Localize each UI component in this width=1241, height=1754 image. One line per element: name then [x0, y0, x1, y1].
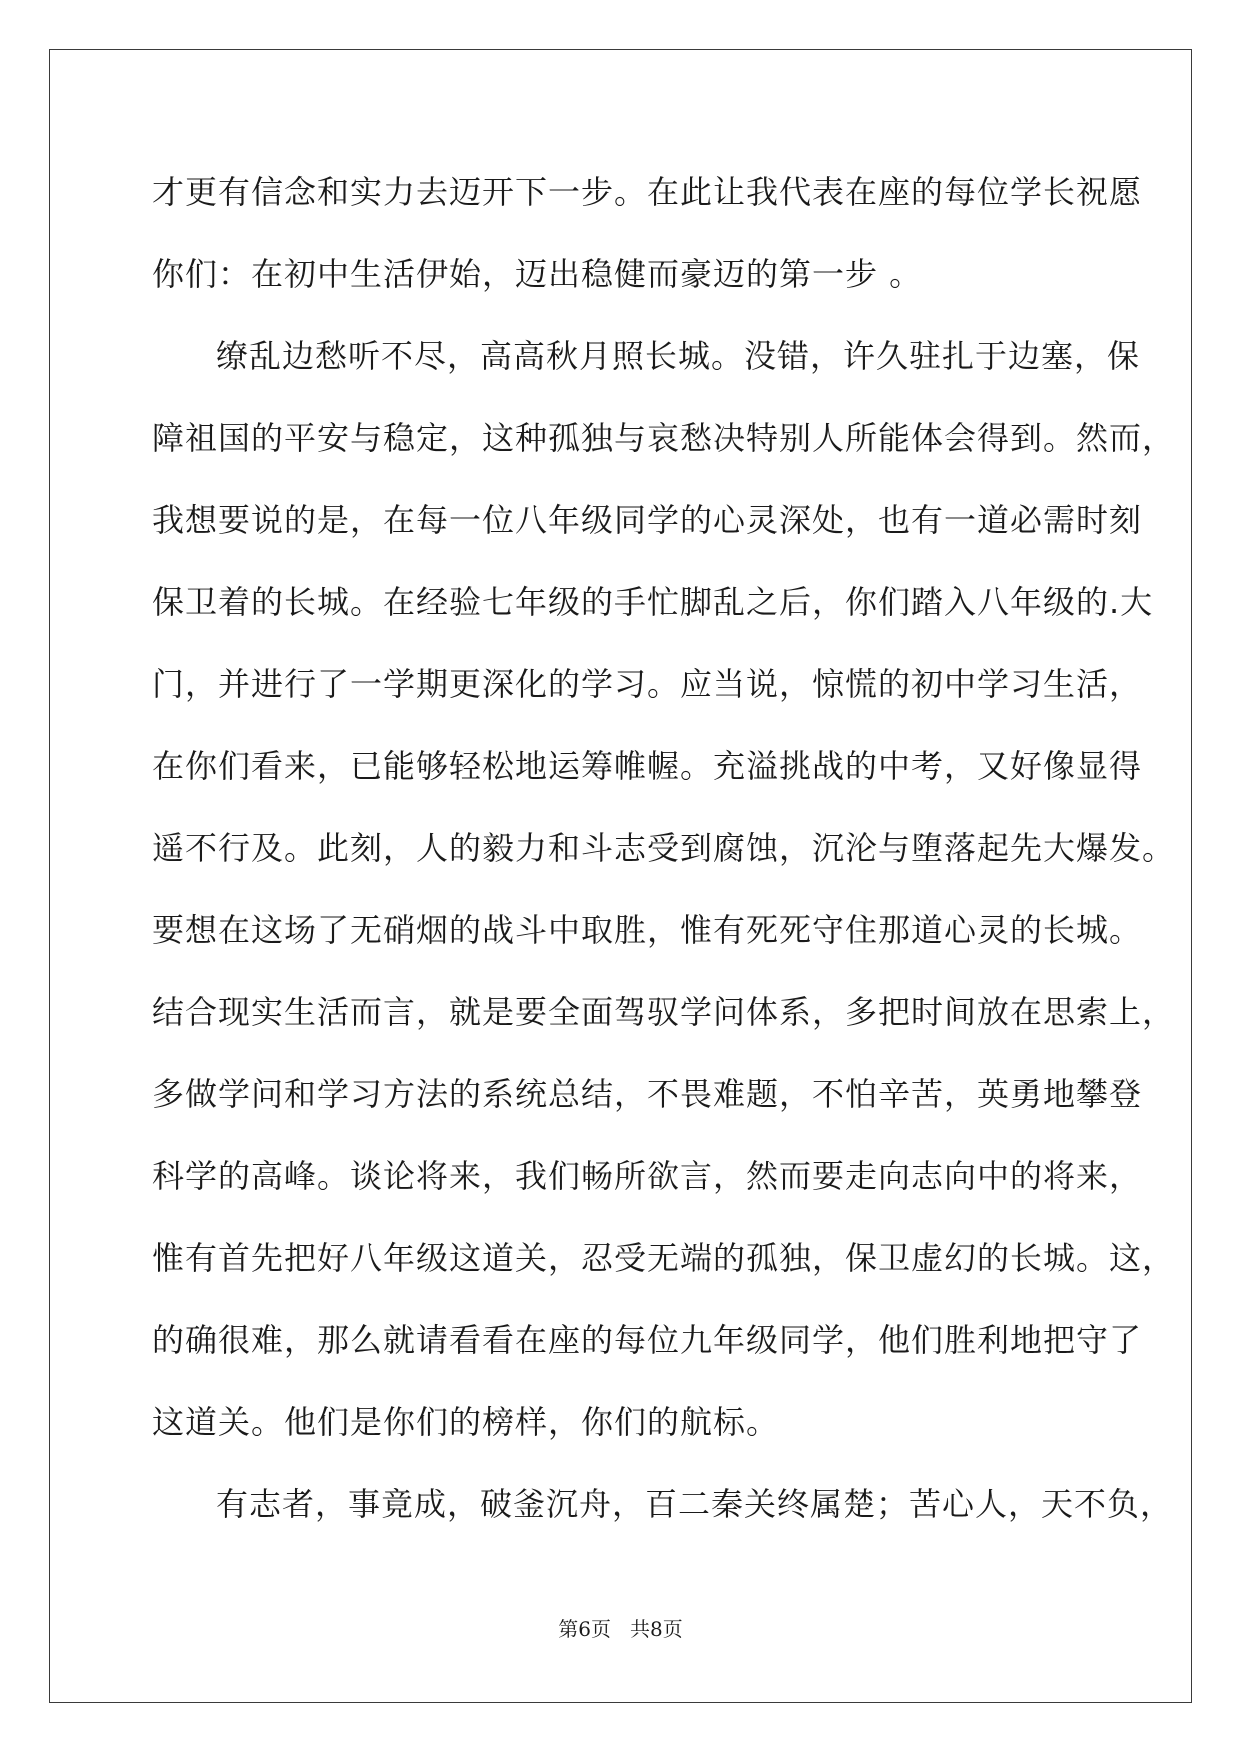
text-line: 的确很难，那么就请看看在座的每位九年级同学，他们胜利地把守了 [152, 1321, 1143, 1359]
text-line: 这道关。他们是你们的榜样，你们的航标。 [152, 1403, 780, 1441]
text-line: 要想在这场了无硝烟的战斗中取胜，惟有死死守住那道心灵的长城。 [152, 911, 1143, 949]
text-line: 才更有信念和实力去迈开下一步。在此让我代表在座的每位学长祝愿 [152, 173, 1143, 211]
text-line: 在你们看来，已能够轻松地运筹帷幄。充溢挑战的中考，又好像显得 [152, 747, 1143, 785]
text-line: 多做学问和学习方法的系统总结，不畏难题，不怕辛苦，英勇地攀登 [152, 1075, 1143, 1113]
text-line: 门，并进行了一学期更深化的学习。应当说，惊慌的初中学习生活， [152, 665, 1143, 703]
text-line: 你们：在初中生活伊始，迈出稳健而豪迈的第一步 。 [152, 255, 923, 293]
text-line: 惟有首先把好八年级这道关，忍受无端的孤独，保卫虚幻的长城。这， [152, 1239, 1176, 1277]
document-body [152, 160, 1176, 1554]
page-footer [0, 1613, 1241, 1642]
text-line: 缭乱边愁听不尽，高高秋月照长城。没错，许久驻扎于边塞，保 [216, 337, 1141, 375]
text-line: 保卫着的长城。在经验七年级的手忙脚乱之后，你们踏入八年级的.大 [152, 583, 1154, 621]
text-line: 有志者，事竟成，破釜沉舟，百二秦关终属楚；苦心人，天不负， [216, 1485, 1174, 1523]
text-line: 遥不行及。此刻，人的毅力和斗志受到腐蚀，沉沦与堕落起先大爆发。 [152, 829, 1176, 867]
text-line: 科学的高峰。谈论将来，我们畅所欲言，然而要走向志向中的将来， [152, 1157, 1143, 1195]
page-total: 共8页 [630, 1617, 683, 1641]
page-number: 第6页 [558, 1617, 611, 1641]
text-line: 我想要说的是，在每一位八年级同学的心灵深处，也有一道必需时刻 [152, 501, 1143, 539]
text-line: 障祖国的平安与稳定，这种孤独与哀愁决特别人所能体会得到。然而， [152, 419, 1176, 457]
text-line: 结合现实生活而言，就是要全面驾驭学问体系，多把时间放在思索上， [152, 993, 1176, 1031]
